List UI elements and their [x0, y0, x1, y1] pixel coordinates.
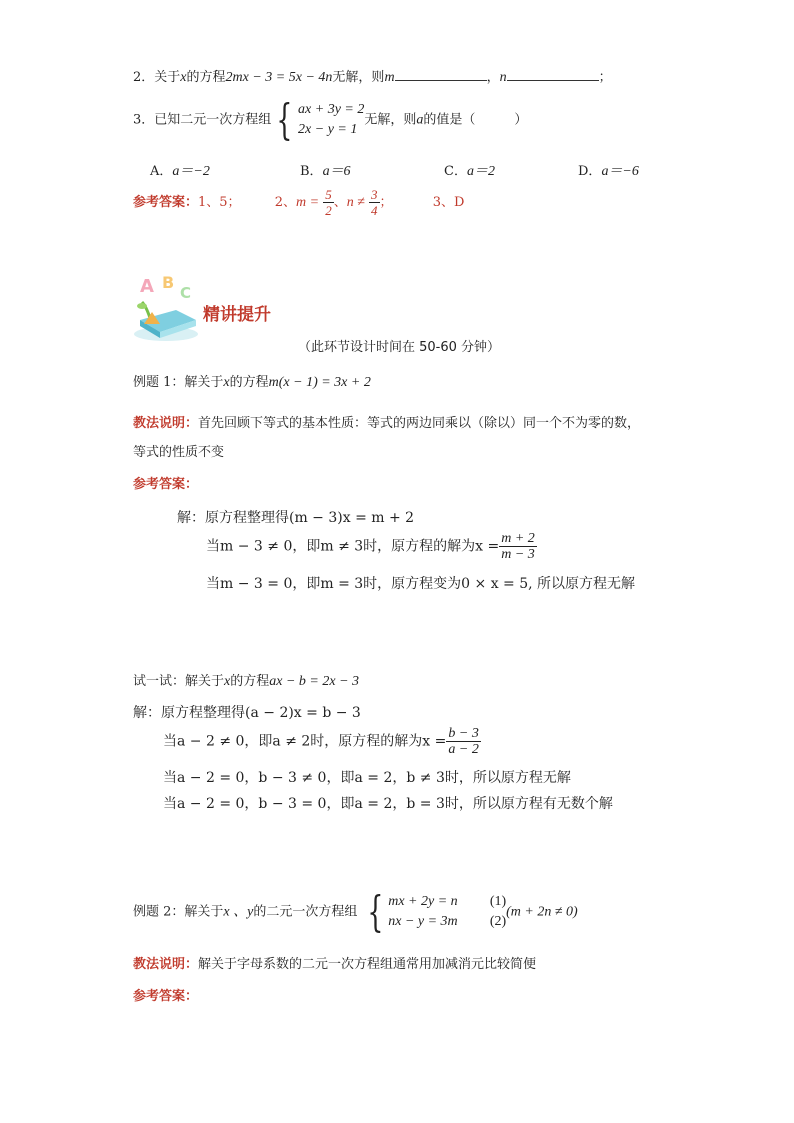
answer-blank-m[interactable]: [395, 68, 487, 81]
solution-2-line-3: 当a − 2 = 0，b − 3 ≠ 0，即a = 2，b ≠ 3时，所以原方程无解: [163, 770, 571, 786]
solution-2-line-1: 解：原方程整理得(a − 2)x = b − 3: [133, 705, 361, 721]
equation-tags: (1) (2): [489, 894, 507, 929]
try-it: 试一试：解关于x的方程ax − b = 2x − 3: [133, 674, 360, 689]
option-c[interactable]: C．a＝2: [444, 164, 495, 179]
option-b[interactable]: B．a＝6: [300, 164, 351, 179]
svg-text:C: C: [180, 284, 192, 302]
example-2: 例题 2：解关于x 、y的二元一次方程组 { mx + 2y = n nx − y = 3m (1) (2) (m + 2n ≠ 0): [133, 887, 578, 936]
brace-symbol: {: [276, 95, 293, 144]
equation-system: ax + 3y = 2 2x − y = 1: [298, 102, 365, 137]
question-3: 3．已知二元一次方程组 { ax + 3y = 2 2x − y = 1 无解，则a的值是（ ）: [133, 95, 528, 144]
option-a[interactable]: A．a＝−2: [150, 164, 210, 179]
reference-answer-1: 参考答案：1、5； 2、m = $\frac{5}{2}$ 、n ≠ $\frac{3}{4}$ ； 3、D: [133, 187, 465, 218]
reference-answer-label-1: 参考答案：: [133, 477, 199, 492]
svg-text:A: A: [140, 276, 154, 297]
solution-1-line-1: 解：原方程整理得(m − 3)x = m + 2: [177, 510, 415, 526]
fraction-solution-2: $\frac{b - 3}{a - 2}$: [448, 726, 479, 757]
svg-text:B: B: [162, 273, 175, 292]
question-2: 2．关于x的方程2mx − 3 = 5x − 4n无解，则m ，n ；: [133, 70, 612, 85]
reference-answer-label-2: 参考答案：: [133, 989, 199, 1004]
solution-2-line-2: 当a − 2 ≠ 0，即a ≠ 2时，原方程的解为x = $\frac{b - 3}{a - 2}$: [163, 726, 479, 757]
equation-system-2: mx + 2y = n nx − y = 3m: [388, 894, 458, 929]
section-title: 精讲提升: [203, 305, 271, 325]
fraction-5-2: $\frac{5}{2}$: [325, 187, 332, 218]
solution-1-line-2: 当m − 3 ≠ 0，即m ≠ 3时，原方程的解为x = $\frac{m + 2}{m - 3}$: [206, 531, 535, 562]
teaching-note-2: 教法说明：解关于字母系数的二元一次方程组通常用加减消元比较简便: [133, 957, 537, 972]
option-d[interactable]: D．a＝−6: [578, 164, 639, 179]
abc-book-logo-icon: [132, 272, 202, 344]
teaching-note-1: 教法说明：首先回顾下等式的基本性质：等式的两边同乘以（除以）同一个不为零的数，: [133, 416, 641, 431]
fraction-3-4: $\frac{3}{4}$: [371, 187, 378, 218]
solution-1-line-3: 当m − 3 = 0，即m = 3时，原方程变为0 × x = 5, 所以原方程无解: [206, 576, 636, 592]
teaching-note-1-cont: 等式的性质不变: [133, 445, 225, 460]
example-1: 例题 1：解关于x的方程m(x − 1) = 3x + 2: [133, 375, 371, 390]
brace-symbol-2: {: [366, 887, 383, 936]
time-note: （此环节设计时间在 50-60 分钟）: [298, 340, 501, 355]
answer-blank-n[interactable]: [507, 68, 599, 81]
fraction-solution-1: $\frac{m + 2}{m - 3}$: [501, 531, 535, 562]
solution-2-line-4: 当a − 2 = 0，b − 3 = 0，即a = 2，b = 3时，所以原方程有无数个解: [163, 796, 613, 812]
